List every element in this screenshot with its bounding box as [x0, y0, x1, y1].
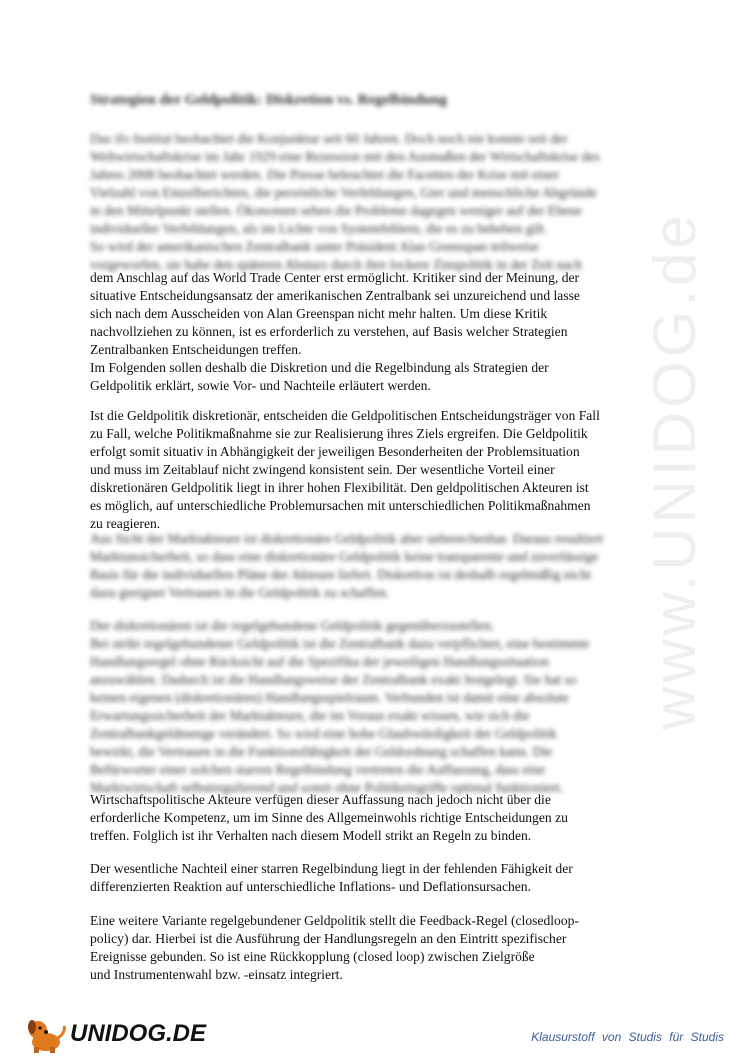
text-line: keinen eigenen (diskretionären) Handlungsspielraum. Verbunden ist damit eine absolute — [90, 690, 569, 705]
text-line: vorgeworfen, sie habe den späteren Absturz durch ihre lockere Zinspolitik in der Zeit nach — [90, 257, 582, 272]
text-line: Jahres 2008 beobachtet werden. Die Presse beleuchtet die Facetten der Krise mit einer — [90, 167, 560, 182]
dog-icon — [24, 1014, 68, 1054]
text-line: Geldpolitik erklärt, sowie Vor- und Nachteile erläutert werden. — [90, 378, 431, 393]
text-line: Eine weitere Variante regelgebundener Geldpolitik stellt die Feedback-Regel (closedloop- — [90, 913, 579, 928]
text-line: zu reagieren. — [90, 516, 161, 531]
text-line: Wirtschaftspolitische Akteure verfügen dieser Auffassung nach jedoch nicht über die — [90, 792, 551, 807]
text-line: So wird der amerikanischen Zentralbank unter Präsident Alan Greenspan teilweise — [90, 239, 539, 254]
text-line: es möglich, auf unterschiedliche Problemursachen mit unterschiedlichen Politikmaßnahmen — [90, 498, 591, 513]
footer-tagline: Klausurstoff von Studis für Studis — [531, 1030, 724, 1044]
paragraph-1 — [90, 269, 670, 395]
paragraph-5 — [90, 912, 670, 984]
logo-text: UNIDOG.DE — [70, 1020, 207, 1047]
text-line: Weltwirtschaftskrise im Jahr 1929 eine Rezession mit den Ausmaßen der Wirtschaftskrise des — [90, 149, 600, 164]
text-line: erfolgt somit situativ in Abhängigkeit der jeweiligen Besonderheiten der Problemsituation — [90, 444, 580, 459]
paragraph-2 — [90, 407, 670, 533]
text-line: Marktwirtschaft selbstregulierend und somit ohne Politikeingriffe optimal funktioniert. — [90, 780, 564, 795]
text-line: dem Anschlag auf das World Trade Center erst ermöglicht. Kritiker sind der Meinung, der — [90, 270, 580, 285]
text-line: und Instrumentenwahl bzw. -einsatz integriert. — [90, 967, 343, 982]
text-line: Befürworter einer solchen starren Regelbindung vertreten die Auffassung, dass eine — [90, 762, 545, 777]
text-line: Ereignisse gebunden. So ist eine Rückkopplung (closed loop) zwischen Zielgröße — [90, 949, 535, 964]
text-line: Zentralbankgeldmenge verändert. So wird eine hohe Glaubwürdigkeit der Geldpolitik — [90, 726, 557, 741]
text-line: Der diskretionären ist die regelgebundene Geldpolitik gegenüberzustellen. — [90, 618, 495, 633]
text-line: Handlungsregel ohne Rücksicht auf die Spezifika der jeweiligen Handlungssituation — [90, 654, 550, 669]
paragraph-3 — [90, 791, 670, 845]
text-line: nachvollziehen zu können, ist es erforderlich zu verstehen, auf Basis welcher Strategien — [90, 324, 568, 339]
text-line: Vielzahl von Einzelberichten, die persönliche Verfehlungen, Gier und menschliche Abgründe — [90, 185, 597, 200]
watermark: www.UNIDOG.de — [641, 211, 708, 730]
text-line: in den Mittelpunkt stellen. Ökonomen sehen die Probleme dagegen weniger auf der Ebene — [90, 203, 582, 218]
document-title: Strategien der Geldpolitik: Diskretion vs. Regelbindung — [90, 92, 447, 108]
text-line: dazu geeignet Vertrauen in die Geldpolitik zu schaffen. — [90, 585, 390, 600]
text-line: Der wesentliche Nachteil einer starren Regelbindung liegt in der fehlenden Fähigkeit der — [90, 861, 573, 876]
blurred-intro-paragraph — [90, 130, 670, 274]
text-line: diskretionären Geldpolitik liegt in ihrer hohen Flexibilität. Den geldpolitischen Akteuren ist — [90, 480, 589, 495]
text-line: treffen. Folglich ist ihr Verhalten nach diesem Modell strikt an Regeln zu binden. — [90, 828, 532, 843]
unidog-logo[interactable] — [24, 1014, 207, 1054]
paragraph-4 — [90, 860, 670, 896]
text-line: und muss im Zeitablauf nicht zwingend konsistent sein. Der wesentliche Vorteil einer — [90, 462, 555, 477]
text-line: differenzierten Reaktion auf unterschiedliche Inflations- und Deflationsursachen. — [90, 879, 532, 894]
text-line: Aus Sicht der Marktakteure ist diskretionäre Geldpolitik aber unberechenbar. Daraus resultiert — [90, 531, 603, 546]
text-line: situative Entscheidungsansatz der amerikanischen Zentralbank sei unzureichend und lasse — [90, 288, 580, 303]
text-line: Bei strikt regelgebundener Geldpolitik ist die Zentralbank dazu verpflichtet, eine bestimmte — [90, 636, 590, 651]
text-line: bewirkt, die Vertrauen in die Funktionsfähigkeit der Geldordnung schaffen kann. Die — [90, 744, 553, 759]
text-line: Im Folgenden sollen deshalb die Diskretion und die Regelbindung als Strategien der — [90, 360, 549, 375]
text-line: policy) dar. Hierbei ist die Ausführung der Handlungsregeln an den Eintritt spezifischer — [90, 931, 567, 946]
text-line: zu Fall, welche Politikmaßnahme sie zur Realisierung ihres Ziels ergreifen. Die Geldpolitik — [90, 426, 588, 441]
text-line: Erwartungssicherheit der Marktakteure, die im Voraus exakt wissen, wie sich die — [90, 708, 530, 723]
text-line: Basis für die individuellen Pläne der Akteure liefert. Diskretion ist deshalb regelmäßig nicht — [90, 567, 591, 582]
text-line: individueller Verfehlungen, als im Lichte von Systemfehlern, die es zu beheben gilt. — [90, 221, 548, 236]
blurred-rules-paragraph — [90, 617, 670, 797]
text-line: anzuwählen. Dadurch ist die Handlungsweise der Zentralbank exakt festgelegt. Sie hat so — [90, 672, 577, 687]
text-line: Das ifo Institut beobachtet die Konjunktur seit 60 Jahren. Doch noch nie konnte seit der — [90, 131, 568, 146]
text-line: Zentralbanken Entscheidungen treffen. — [90, 342, 302, 357]
blurred-middle-paragraph — [90, 530, 670, 602]
text-line: sich nach dem Ausscheiden von Alan Greenspan nicht mehr halten. Um diese Kritik — [90, 306, 548, 321]
text-line: Marktunsicherheit, so dass eine diskretionäre Geldpolitik keine transparente und zuverlässige — [90, 549, 599, 564]
text-line: Ist die Geldpolitik diskretionär, entscheiden die Geldpolitischen Entscheidungsträger von Fall — [90, 408, 600, 423]
text-line: erforderliche Kompetenz, um im Sinne des Allgemeinwohls richtige Entscheidungen zu — [90, 810, 568, 825]
